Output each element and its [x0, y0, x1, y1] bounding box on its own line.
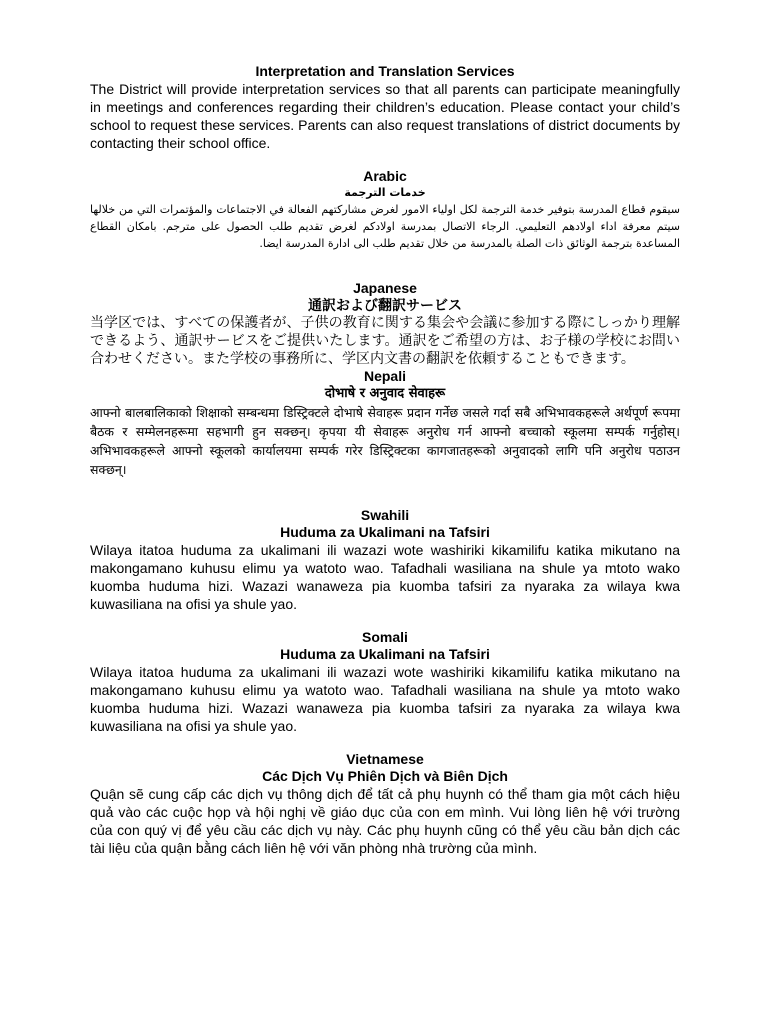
- somali-section: [90, 629, 680, 735]
- vietnamese-section: [90, 751, 680, 857]
- english-body: The District will provide interpretation services so that all parents can participate meaningfully in meetings and conferences regarding their children’s education. Please contact your child’s school to request these services. Parents can also request translations of district documents by contacting their school office.: [90, 81, 680, 151]
- arabic-section: [90, 168, 680, 252]
- somali-body: Wilaya itatoa huduma za ukalimani ili wazazi wote washiriki kikamilifu katika mikutano na makongamano kuhusu elimu ya watoto wao. Tafadhali wasiliana na shule ya mtoto wako kuomba huduma hizi. Wazazi wanaweza pia kuomba tafsiri za nyaraka za wilaya kwa kuwasiliana na ofisi ya shule yao.: [90, 664, 680, 734]
- nepali-language-heading: Nepali: [363, 368, 406, 384]
- vietnamese-title: Các Dịch Vụ Phiên Dịch và Biên Dịch: [262, 768, 508, 784]
- somali-language-heading: Somali: [362, 629, 408, 645]
- swahili-language-heading: Swahili: [360, 507, 410, 523]
- arabic-language-heading: Arabic: [363, 168, 407, 184]
- arabic-body: سيقوم قطاع المدرسة بتوفير خدمة الترجمة لكل اولياء الامور لغرض مشاركتهم الفعالة في الاجتماعات والمؤتمرات التي من خلالها سيتم معرفة اداء اولادهم التعليمي. الرجاء الاتصال بمدرسة اولادكم لغرض تقديم طلب الحصول على مترجم. بامكان القطاع المساعدة بترجمة الوثائق ذات الصلة بالمدرسة من خلال تقديم طلب الى ادارة المدرسة ايضا.: [90, 203, 680, 250]
- vietnamese-body: Quận sẽ cung cấp các dịch vụ thông dịch để tất cả phụ huynh có thể tham gia một cách hiệu quả vào các cuộc họp và hội nghị về giáo dục của con em mình. Vui lòng liên hệ với trường của con quý vị để yêu cầu các dịch vụ này. Các phụ huynh cũng có thể yêu cầu bản dịch các tài liệu của quận bằng cách liên hệ với văn phòng nhà trường của mình.: [90, 786, 680, 856]
- nepali-title: दोभाषे र अनुवाद सेवाहरू: [324, 386, 446, 401]
- japanese-body: 当学区では、すべての保護者が、子供の教育に関する集会や会議に参加する際にしっかり理解できるよう、通訳サービスをご提供いたします。通訳をご希望の方は、お子様の学校にお問い合わせください。また学校の事務所に、学区内文書の翻訳を依頼することもできます。: [90, 315, 680, 367]
- somali-title: Huduma za Ukalimani na Tafsiri: [280, 646, 490, 662]
- nepali-section: [90, 368, 680, 479]
- swahili-section: [90, 507, 680, 613]
- english-section: [90, 63, 680, 152]
- vietnamese-language-heading: Vietnamese: [346, 751, 424, 767]
- nepali-body: आफ्नो बालबालिकाको शिक्षाको सम्बन्धमा डिस्ट्रिक्टले दोभाषे सेवाहरू प्रदान गर्नेछ जसले गर्दा सबै अभिभावकहरूले अर्थपूर्ण रूपमा बैठक र सम्मेलनहरूमा सहभागी हुन सक्छन्। कृपया यी सेवाहरू अनुरोध गर्न आफ्नो बच्चाको स्कूलमा सम्पर्क गर्नुहोस्। अभिभावकहरूले आफ्नो स्कूलको कार्यालयमा सम्पर्क गरेर डिस्ट्रिक्टका कागजातहरूको अनुवादको लागि पनि अनुरोध पठाउन सक्छन्।: [90, 405, 680, 477]
- japanese-section: [90, 280, 680, 368]
- swahili-title: Huduma za Ukalimani na Tafsiri: [280, 524, 490, 540]
- japanese-title: 通訳および翻訳サービス: [308, 297, 462, 313]
- swahili-body: Wilaya itatoa huduma za ukalimani ili wazazi wote washiriki kikamilifu katika mikutano na makongamano kuhusu elimu ya watoto wao. Tafadhali wasiliana na shule ya mtoto wako kuomba huduma hizi. Wazazi wanaweza pia kuomba tafsiri za nyaraka za wilaya kwa kuwasiliana na ofisi ya shule yao.: [90, 542, 680, 612]
- document-page: [90, 63, 680, 857]
- japanese-language-heading: Japanese: [353, 280, 417, 296]
- arabic-title: خدمات الترجمة: [344, 186, 426, 199]
- english-title: Interpretation and Translation Services: [255, 63, 515, 79]
